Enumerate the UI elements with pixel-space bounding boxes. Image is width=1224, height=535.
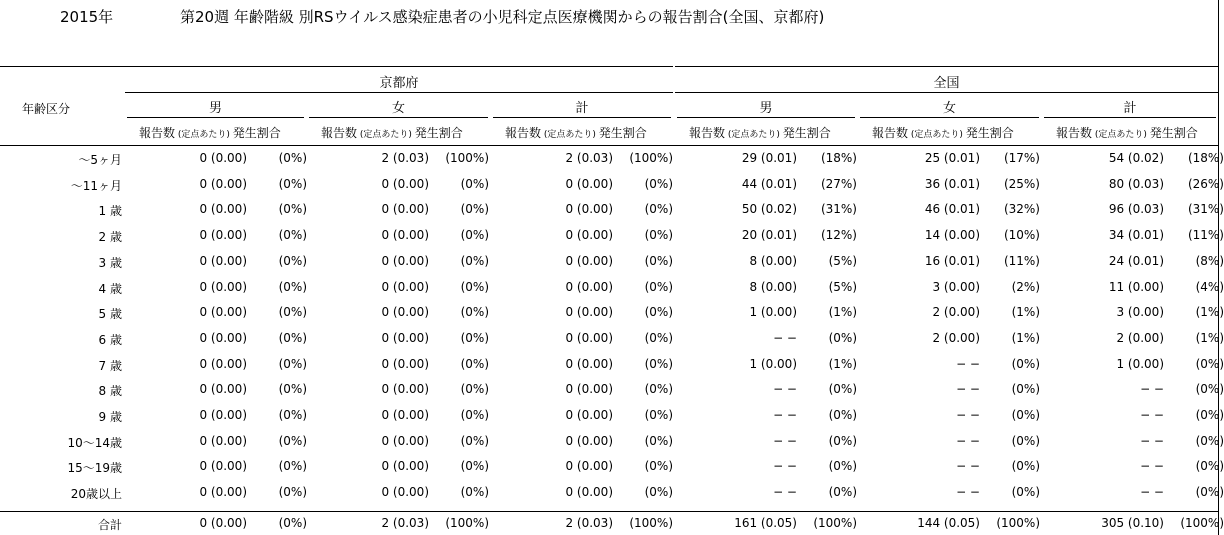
table-row-rate: (8%) [1195, 253, 1224, 268]
table-row-rate: (0%) [1011, 433, 1040, 448]
table-row-count: 0 (0.00) [565, 228, 613, 243]
table-row-count: 2 (0.03) [565, 151, 613, 165]
region-header: 全国 [933, 76, 960, 91]
table-row-count: − − [956, 408, 980, 422]
table-row-count: 0 (0.00) [199, 356, 247, 371]
table-row-count: − − [1140, 382, 1164, 397]
sex-header: 男 [208, 101, 222, 116]
table-row-rate: (1%) [1011, 305, 1040, 320]
table-row-count: − − [956, 485, 980, 500]
table-row-count: 2 (0.00) [932, 305, 980, 320]
report-count-header: 報告数 [321, 126, 358, 140]
table-row-count: − − [1140, 485, 1164, 500]
rule-total-top [0, 511, 1218, 512]
table-row-rate: (4%) [1195, 279, 1224, 294]
total-row-rate: (0%) [278, 516, 307, 530]
table-row-count: 1 (0.00) [749, 356, 797, 371]
table-row-rate: (0%) [828, 382, 857, 397]
table-row-rate: (0%) [644, 279, 673, 294]
table-row-rate: (0%) [460, 356, 489, 371]
table-row-count: 96 (0.03) [1108, 202, 1164, 217]
per-site-header: (定点あたり) [541, 130, 599, 140]
table-row-rate: (1%) [1195, 305, 1224, 320]
table-row-label: 10〜14歳 [67, 435, 122, 450]
table-row-count: 0 (0.00) [381, 253, 429, 268]
total-row-rate: (100%) [629, 516, 673, 530]
rule-region-zenkoku [675, 92, 1218, 93]
table-row-rate: (25%) [1003, 176, 1040, 191]
table-row-count: 0 (0.00) [565, 459, 613, 474]
table-row-rate: (0%) [278, 485, 307, 500]
total-row-rate: (100%) [813, 516, 857, 530]
table-row-rate: (0%) [1195, 433, 1224, 448]
rate-header: 発生割合 [1149, 126, 1198, 140]
table-row-count: 54 (0.02) [1108, 151, 1164, 165]
table-row-rate: (100%) [445, 151, 489, 165]
table-row-count: − − [773, 485, 797, 500]
table-row-rate: (0%) [644, 202, 673, 217]
total-row-rate: (100%) [996, 516, 1040, 530]
table-row-rate: (0%) [460, 382, 489, 397]
column-subheader [139, 124, 281, 141]
per-site-header: (定点あたり) [908, 130, 966, 140]
table-row-count: − − [773, 408, 797, 422]
report-count-header: 報告数 [689, 126, 726, 140]
table-row-rate: (18%) [820, 151, 857, 165]
table-row-rate: (32%) [1003, 202, 1040, 217]
table-row-count: − − [956, 459, 980, 474]
table-row-rate: (0%) [828, 408, 857, 422]
per-site-header: (定点あたり) [357, 130, 415, 140]
table-row-rate: (5%) [828, 253, 857, 268]
table-row-rate: (0%) [1011, 382, 1040, 397]
table-row-rate: (1%) [828, 356, 857, 371]
table-row-rate: (0%) [460, 228, 489, 243]
region-header: 京都府 [379, 76, 419, 91]
table-row-count: 34 (0.01) [1108, 228, 1164, 243]
table-row-rate: (0%) [644, 330, 673, 345]
table-row-label: 6 歳 [98, 332, 122, 347]
table-row-count: 20 (0.01) [741, 228, 797, 243]
table-row-rate: (0%) [278, 305, 307, 320]
table-row-count: − − [956, 433, 980, 448]
table-row-count: 29 (0.01) [741, 151, 797, 165]
table-row-count: 0 (0.00) [381, 356, 429, 371]
table-row-count: 0 (0.00) [381, 382, 429, 397]
table-row-rate: (18%) [1187, 151, 1224, 165]
age-column-header: 年齢区分 [22, 102, 71, 116]
table-row-rate: (12%) [820, 228, 857, 243]
table-row-rate: (11%) [1003, 253, 1040, 268]
table-row-count: 46 (0.01) [924, 202, 980, 217]
table-row-count: − − [773, 433, 797, 448]
table-row-rate: (27%) [820, 176, 857, 191]
table-row-rate: (0%) [460, 433, 489, 448]
total-row-count: 305 (0.10) [1101, 516, 1164, 530]
table-row-count: 0 (0.00) [199, 382, 247, 397]
table-row-rate: (1%) [1011, 330, 1040, 345]
table-row-rate: (2%) [1011, 279, 1040, 294]
report-count-header: 報告数 [139, 126, 176, 140]
table-row-count: 3 (0.00) [932, 279, 980, 294]
table-row-count: 11 (0.00) [1108, 279, 1164, 294]
table-row-count: − − [773, 382, 797, 397]
table-row-count: 24 (0.01) [1108, 253, 1164, 268]
rule-sex-3 [677, 117, 855, 118]
table-row-rate: (0%) [460, 408, 489, 422]
table-row-rate: (0%) [460, 305, 489, 320]
total-row-rate: (100%) [1180, 516, 1224, 530]
table-row-count: 0 (0.00) [565, 382, 613, 397]
table-row-count: 0 (0.00) [565, 253, 613, 268]
table-row-rate: (0%) [644, 485, 673, 500]
total-row-count: 2 (0.03) [381, 516, 429, 530]
table-row-rate: (0%) [828, 485, 857, 500]
total-row-count: 2 (0.03) [565, 516, 613, 530]
table-row-count: 0 (0.00) [381, 433, 429, 448]
table-row-count: 0 (0.00) [565, 356, 613, 371]
table-row-count: 0 (0.00) [381, 176, 429, 191]
rule-sex-5 [1044, 117, 1216, 118]
rate-header: 発生割合 [414, 126, 463, 140]
sex-header: 計 [575, 101, 589, 116]
table-row-rate: (31%) [1187, 202, 1224, 217]
table-row-count: 8 (0.00) [749, 253, 797, 268]
table-row-count: 14 (0.00) [924, 228, 980, 243]
table-row-count: 0 (0.00) [199, 408, 247, 422]
table-row-label: 5 歳 [98, 307, 122, 322]
table-row-count: − − [1140, 459, 1164, 474]
table-row-rate: (0%) [1011, 459, 1040, 474]
table-row-rate: (0%) [278, 151, 307, 165]
table-row-count: 0 (0.00) [199, 176, 247, 191]
table-row-rate: (0%) [644, 356, 673, 371]
table-row-rate: (0%) [460, 253, 489, 268]
table-row-rate: (0%) [278, 382, 307, 397]
column-subheader [872, 124, 1014, 141]
table-row-rate: (0%) [828, 459, 857, 474]
page-title: 第20週 年齢階級 別RSウイルス感染症患者の小児科定点医療機関からの報告割合(全国、京都府) [180, 8, 825, 26]
table-row-label: 3 歳 [98, 255, 122, 270]
table-row-label: 20歳以上 [70, 487, 122, 502]
rate-header: 発生割合 [782, 126, 831, 140]
table-row-rate: (0%) [644, 433, 673, 448]
table-row-count: 16 (0.01) [924, 253, 980, 268]
table-row-rate: (0%) [460, 459, 489, 474]
table-row-count: 0 (0.00) [381, 459, 429, 474]
table-row-count: 0 (0.00) [381, 202, 429, 217]
table-row-count: 0 (0.00) [565, 202, 613, 217]
table-row-rate: (0%) [278, 228, 307, 243]
table-row-count: 44 (0.01) [741, 176, 797, 191]
table-row-count: 1 (0.00) [749, 305, 797, 320]
table-row-count: 8 (0.00) [749, 279, 797, 294]
table-row-count: 0 (0.00) [381, 330, 429, 345]
table-row-count: 2 (0.03) [381, 151, 429, 165]
table-row-count: 0 (0.00) [199, 459, 247, 474]
rate-header: 発生割合 [598, 126, 647, 140]
sex-header: 女 [391, 101, 405, 116]
table-row-count: − − [956, 356, 980, 371]
sex-header: 女 [942, 101, 956, 116]
table-row-count: 1 (0.00) [1116, 356, 1164, 371]
rule-sex-2 [493, 117, 671, 118]
table-row-count: 0 (0.00) [565, 176, 613, 191]
table-row-count: 25 (0.01) [924, 151, 980, 165]
table-row-count: 0 (0.00) [199, 485, 247, 500]
table-row-label: 8 歳 [98, 384, 122, 399]
table-row-rate: (0%) [1195, 459, 1224, 474]
table-row-rate: (100%) [629, 151, 673, 165]
rule-header-bottom [0, 145, 1218, 146]
table-row-count: 0 (0.00) [565, 279, 613, 294]
table-row-count: − − [1140, 433, 1164, 448]
table-row-label: 4 歳 [98, 281, 122, 296]
table-row-rate: (0%) [278, 279, 307, 294]
table-row-rate: (0%) [278, 356, 307, 371]
total-row-count: 0 (0.00) [199, 516, 247, 530]
table-row-rate: (0%) [1011, 485, 1040, 500]
table-row-rate: (0%) [1011, 356, 1040, 371]
table-row-rate: (0%) [828, 433, 857, 448]
table-row-count: 2 (0.00) [932, 330, 980, 345]
table-row-count: 0 (0.00) [199, 305, 247, 320]
table-row-rate: (0%) [644, 408, 673, 422]
report-count-header: 報告数 [1056, 126, 1093, 140]
table-row-count: 80 (0.03) [1108, 176, 1164, 191]
table-row-rate: (0%) [1195, 382, 1224, 397]
table-row-rate: (0%) [644, 305, 673, 320]
table-row-count: 0 (0.00) [199, 253, 247, 268]
table-row-count: 0 (0.00) [565, 305, 613, 320]
table-row-count: − − [956, 382, 980, 397]
table-row-count: 0 (0.00) [565, 433, 613, 448]
total-row-count: 144 (0.05) [917, 516, 980, 530]
table-row-count: 0 (0.00) [199, 228, 247, 243]
table-row-rate: (0%) [278, 408, 307, 422]
rule-sex-0 [127, 117, 304, 118]
table-row-count: 0 (0.00) [565, 485, 613, 500]
rate-header: 発生割合 [965, 126, 1014, 140]
table-row-count: − − [773, 459, 797, 474]
table-row-rate: (0%) [460, 330, 489, 345]
table-row-rate: (1%) [828, 305, 857, 320]
rule-top-left [0, 66, 673, 67]
total-row-label: 合計 [97, 518, 122, 532]
table-row-rate: (11%) [1187, 228, 1224, 243]
table-row-count: 0 (0.00) [381, 305, 429, 320]
table-row-rate: (0%) [278, 330, 307, 345]
sex-header: 男 [759, 101, 773, 116]
table-row-rate: (10%) [1003, 228, 1040, 243]
year-label: 2015年 [60, 8, 114, 26]
table-row-count: 0 (0.00) [565, 330, 613, 345]
table-row-rate: (0%) [644, 176, 673, 191]
table-row-count: 0 (0.00) [199, 433, 247, 448]
table-row-count: − − [773, 330, 797, 345]
table-row-count: 0 (0.00) [199, 202, 247, 217]
table-row-count: 0 (0.00) [199, 330, 247, 345]
column-subheader [321, 124, 463, 141]
table-row-count: 3 (0.00) [1116, 305, 1164, 320]
rate-header: 発生割合 [232, 126, 281, 140]
table-row-rate: (0%) [460, 176, 489, 191]
table-row-rate: (0%) [278, 176, 307, 191]
table-row-count: 50 (0.02) [741, 202, 797, 217]
per-site-header: (定点あたり) [1092, 130, 1150, 140]
table-row-label: 7 歳 [98, 358, 122, 373]
table-row-count: 0 (0.00) [381, 279, 429, 294]
table-row-rate: (0%) [278, 433, 307, 448]
table-row-rate: (31%) [820, 202, 857, 217]
table-row-count: 2 (0.00) [1116, 330, 1164, 345]
table-row-rate: (0%) [1195, 485, 1224, 500]
table-row-rate: (0%) [460, 485, 489, 500]
table-row-rate: (17%) [1003, 151, 1040, 165]
table-row-count: 0 (0.00) [381, 408, 429, 422]
table-row-rate: (0%) [278, 253, 307, 268]
report-count-header: 報告数 [505, 126, 542, 140]
table-row-count: 0 (0.00) [381, 485, 429, 500]
table-row-rate: (0%) [278, 202, 307, 217]
per-site-header: (定点あたり) [725, 130, 783, 140]
table-row-label: 1 歳 [98, 204, 122, 219]
total-row-count: 161 (0.05) [734, 516, 797, 530]
table-row-rate: (0%) [644, 382, 673, 397]
table-row-rate: (0%) [1195, 408, 1224, 422]
table-row-rate: (0%) [1011, 408, 1040, 422]
rule-sex-4 [860, 117, 1039, 118]
table-row-rate: (1%) [1195, 330, 1224, 345]
table-row-label: 〜11ヶ月 [70, 178, 122, 193]
report-count-header: 報告数 [872, 126, 909, 140]
column-subheader [1056, 124, 1198, 141]
per-site-header: (定点あたり) [175, 130, 233, 140]
rule-top-right [675, 66, 1218, 67]
table-row-rate: (0%) [644, 228, 673, 243]
rule-sex-1 [309, 117, 488, 118]
table-row-count: 0 (0.00) [381, 228, 429, 243]
table-row-rate: (5%) [828, 279, 857, 294]
table-row-count: 0 (0.00) [199, 151, 247, 165]
column-subheader [689, 124, 831, 141]
table-row-rate: (0%) [1195, 356, 1224, 371]
sex-header: 計 [1123, 101, 1137, 116]
table-row-count: − − [1140, 408, 1164, 422]
table-row-label: 〜5ヶ月 [78, 153, 122, 167]
table-row-rate: (0%) [644, 253, 673, 268]
table-row-count: 36 (0.01) [924, 176, 980, 191]
total-row-rate: (100%) [445, 516, 489, 530]
rule-region-kyoto [125, 92, 673, 93]
table-row-label: 15〜19歳 [67, 461, 122, 476]
table-row-rate: (0%) [644, 459, 673, 474]
table-row-count: 0 (0.00) [199, 279, 247, 294]
table-row-label: 2 歳 [98, 230, 122, 245]
table-row-count: 0 (0.00) [565, 408, 613, 422]
table-row-rate: (0%) [460, 279, 489, 294]
table-row-rate: (0%) [278, 459, 307, 474]
table-row-rate: (0%) [828, 330, 857, 345]
table-row-label: 9 歳 [98, 410, 122, 424]
table-row-rate: (0%) [460, 202, 489, 217]
table-row-rate: (26%) [1187, 176, 1224, 191]
column-subheader [505, 124, 647, 141]
